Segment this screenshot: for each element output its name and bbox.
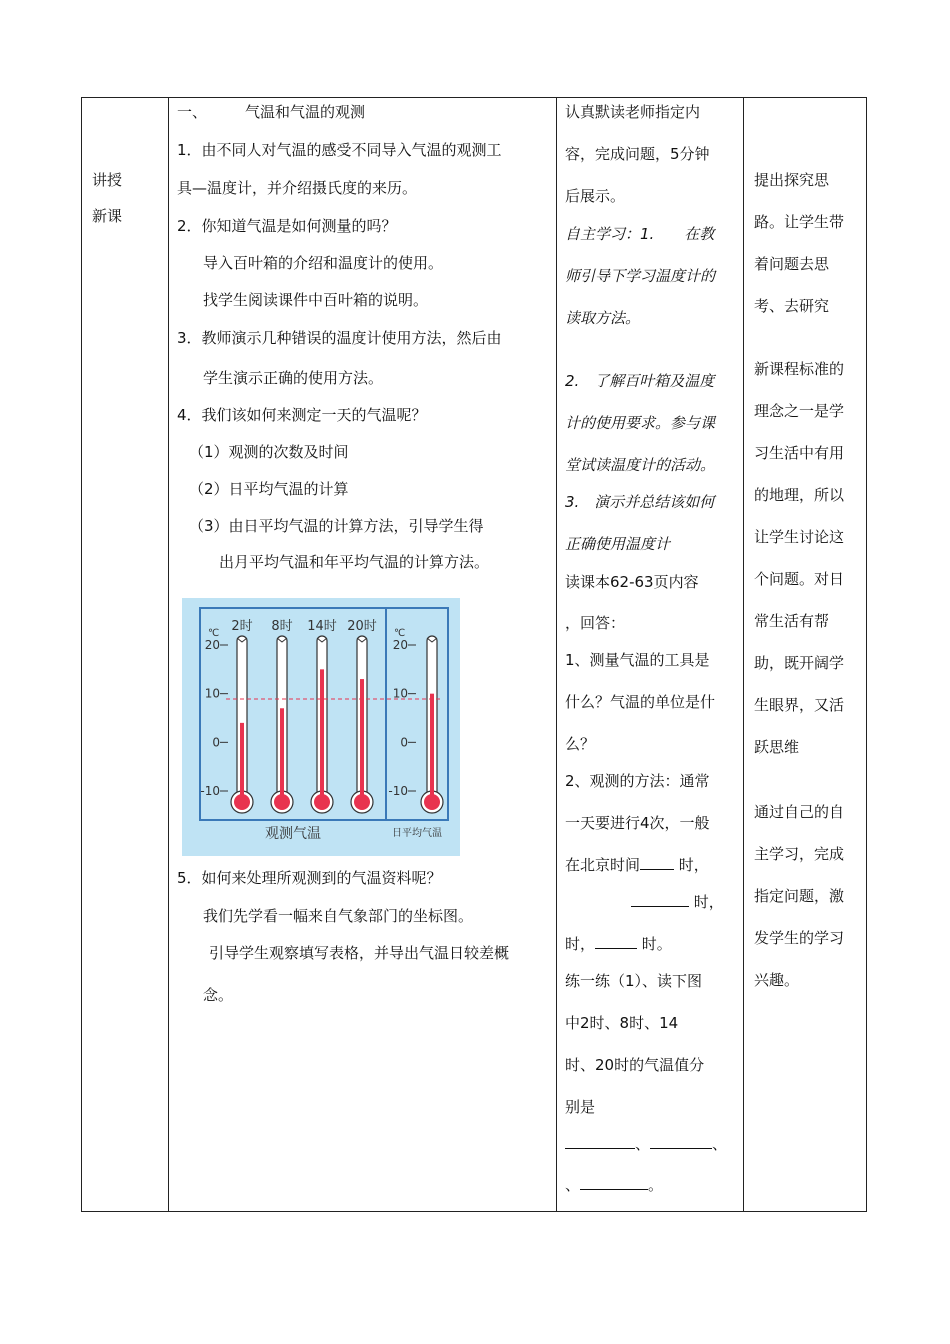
paragraph-line: 1．由不同人对气温的感受不同导入气温的观测工 [177,141,502,159]
paragraph-line: 读取方法。 [565,309,641,327]
paragraph-line: 读课本62-63页内容 [565,573,699,591]
paragraph-line: 容，完成问题，5分钟 [565,145,710,163]
paragraph-line: 导入百叶箱的介绍和温度计的使用。 [203,254,444,272]
paragraph-line: （1）观测的次数及时间 [189,443,349,461]
paragraph-line: 出月平均气温和年平均气温的计算方法。 [219,553,490,571]
paragraph-line: 计的使用要求。参与课 [565,414,716,432]
observation-caption: 观测气温 [265,826,321,842]
paragraph-line: 新课程标准的 [754,360,845,378]
paragraph-line: 2、观测的方法：通常 [565,772,710,790]
paragraph-line: 我们先学看一幅来自气象部门的坐标图。 [203,907,474,925]
fill-in-line [565,934,672,954]
average-caption: 日平均气温 [392,828,442,839]
mercury-column [360,679,364,802]
section-label: 新课 [92,207,123,225]
paragraph-line: 4．我们该如何来测定一天的气温呢？ [177,406,427,424]
time-label: 14时 [307,619,337,634]
answer-blank[interactable] [580,1175,648,1190]
paragraph-text: 时， [678,856,709,874]
answer-blank[interactable] [650,1134,712,1149]
paragraph-line: 路。让学生带 [754,213,845,231]
scale-tick-label: 0 [400,735,408,750]
scale-tick-label: 10 [392,686,408,701]
thermometer-figure [182,598,460,856]
lesson-table [81,97,867,1212]
unit-label: ℃ [208,628,220,639]
paragraph-line: 跃思维 [754,738,800,756]
paragraph-line: 2. 了解百叶箱及温度 [565,372,715,390]
paragraph-line: 学生演示正确的使用方法。 [203,369,384,387]
time-label: 2时 [231,619,253,634]
mercury-column [320,669,324,802]
paragraph-line: 5．如何来处理所观测到的气温资料呢？ [177,869,442,887]
fill-in-line [565,855,709,875]
paragraph-line: 考、去研究 [754,297,830,315]
unit-label: ℃ [394,628,406,639]
student-activity-cell [557,98,743,1211]
heading-number: 一、 [177,103,208,121]
paragraph-line: 个问题。对日 [754,570,845,588]
section-label-cell [82,98,168,1211]
paragraph-line: （3）由日平均气温的计算方法，引导学生得 [189,517,484,535]
paragraph-line: 让学生讨论这 [754,528,845,546]
mercury-column [280,708,284,802]
scale-tick-label: 0 [212,735,220,750]
mercury-column [430,694,434,802]
paragraph-line: 理念之一是学 [754,402,845,420]
paragraph-line: 师引导下学习温度计的 [565,267,716,285]
paragraph-line: 什么？气温的单位是什 [565,693,716,711]
scale-tick-label: -10 [388,784,408,798]
design-intent-cell [744,98,867,1211]
paragraph-line: 找学生阅读课件中百叶箱的说明。 [203,291,429,309]
answer-blank[interactable] [595,934,637,949]
paragraph-text: 。 [648,1176,664,1194]
paragraph-line: 中2时、8时、14 [565,1014,679,1032]
paragraph-line: 指定问题，激 [754,887,845,905]
fill-in-line [565,1175,663,1195]
paragraph-line: 的地理，所以 [754,486,845,504]
paragraph-line: 时、20时的气温值分 [565,1056,705,1074]
paragraph-line: 堂试读温度计的活动。 [565,456,716,474]
paragraph-line: （2）日平均气温的计算 [189,480,349,498]
paragraph-line: 自主学习：1. 在教 [565,225,715,243]
paragraph-line: ，回答： [565,614,626,632]
paragraph-text: 、 [635,1135,651,1153]
paragraph-line: 3．教师演示几种错误的温度计使用方法，然后由 [177,329,502,347]
scale-tick-label: -10 [200,784,220,798]
answer-blank[interactable] [565,1134,635,1149]
paragraph-line: 一天要进行4次，一般 [565,814,710,832]
paragraph-text: 时， [565,935,596,953]
paragraph-line: 练一练（1）、读下图 [565,972,703,990]
paragraph-line: 2．你知道气温是如何测量的吗？ [177,217,397,235]
paragraph-line: 生眼界，又活 [754,696,845,714]
mercury-column [240,723,244,802]
paragraph-line: 后展示。 [565,187,626,205]
paragraph-line: 念。 [203,986,234,1004]
scale-tick-label: 20 [392,638,408,652]
paragraph-line: 1、测量气温的工具是 [565,651,710,669]
paragraph-line: 主学习，完成 [754,845,845,863]
heading-text: 气温和气温的观测 [245,103,366,121]
paragraph-line: 助，既开阔学 [754,654,845,672]
paragraph-line: 认真默读老师指定内 [565,103,701,121]
paragraph-line: 具—温度计，并介绍摄氏度的来历。 [177,179,418,197]
paragraph-text: 、 [565,1176,581,1194]
paragraph-line: 常生活有帮 [754,612,830,630]
paragraph-text: 时。 [641,935,672,953]
paragraph-line: 别是 [565,1098,596,1116]
section-label: 讲授 [92,171,123,189]
time-label: 20时 [347,619,377,634]
scale-tick-label: 10 [204,686,220,701]
scale-tick-label: 20 [204,638,220,652]
paragraph-line: 通过自己的自 [754,803,845,821]
fill-in-line [631,892,724,912]
paragraph-line: 提出探究思 [754,171,830,189]
paragraph-line: 么？ [565,735,596,753]
paragraph-text: 时， [693,893,724,911]
answer-blank[interactable] [631,892,689,907]
paragraph-line: 3. 演示并总结该如何 [565,493,715,511]
paragraph-line: 发学生的学习 [754,929,845,947]
paragraph-text: 在北京时间 [565,856,641,874]
paragraph-line: 着问题去思 [754,255,830,273]
answer-blank[interactable] [640,855,674,870]
paragraph-line: 引导学生观察填写表格，并导出气温日较差概 [209,944,510,962]
fill-in-line [565,1134,727,1154]
paragraph-line: 兴趣。 [754,971,800,989]
paragraph-line: 习生活中有用 [754,444,845,462]
paragraph-line: 正确使用温度计 [565,535,671,553]
paragraph-text: 、 [712,1135,728,1153]
time-label: 8时 [271,619,293,634]
